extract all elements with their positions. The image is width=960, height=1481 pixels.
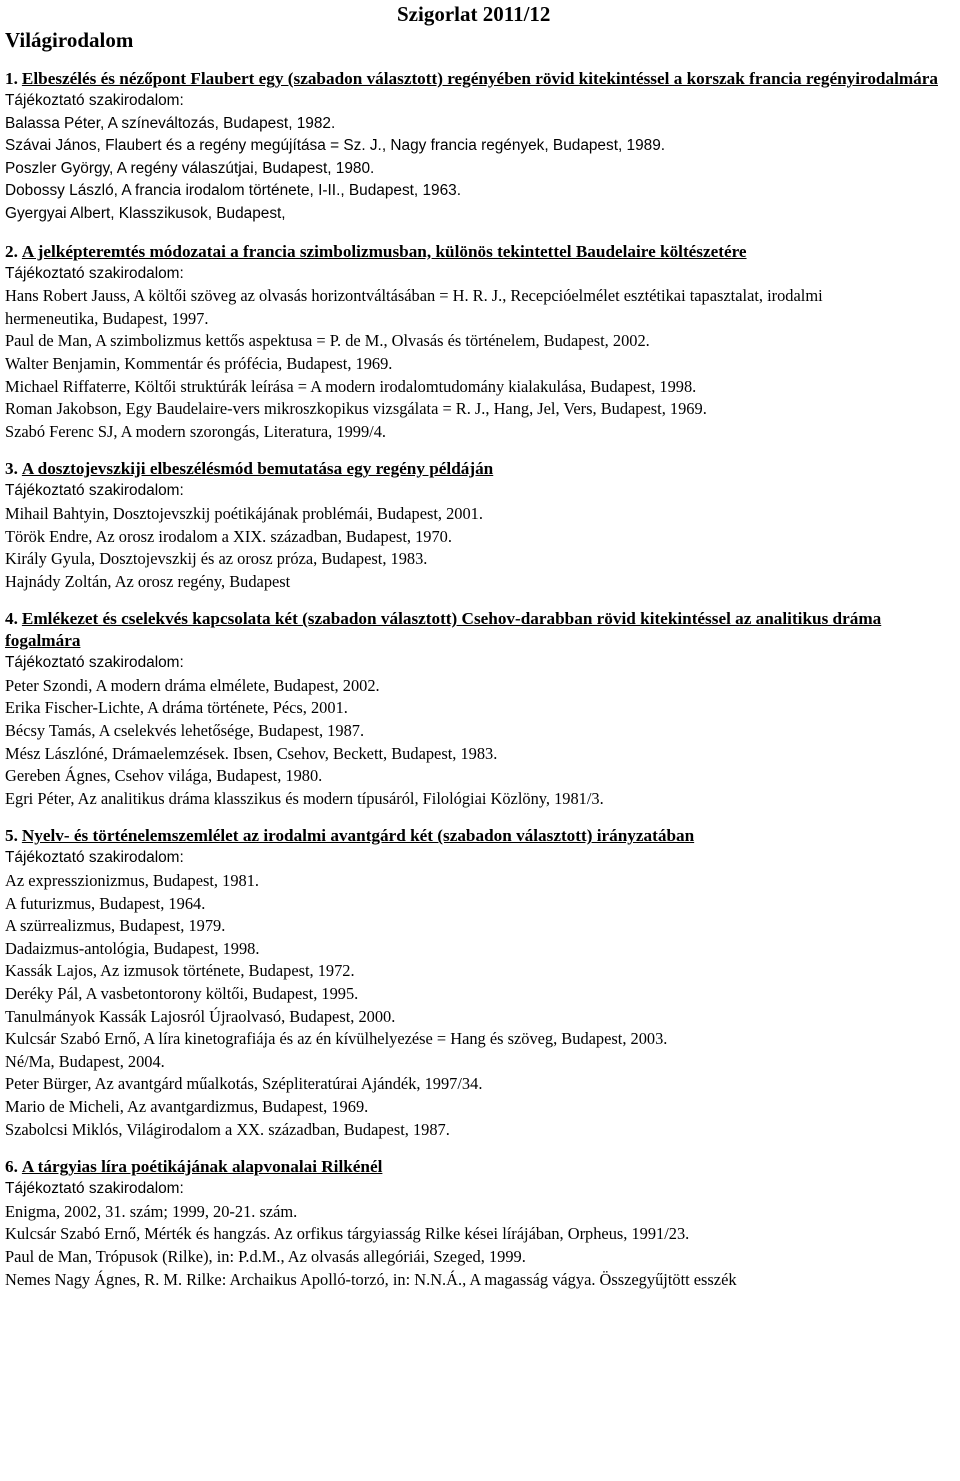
topic-number: 1. (5, 69, 18, 88)
reference-item: Kassák Lajos, Az izmusok története, Budapest, 1972. (5, 961, 355, 981)
topic-number: 6. (5, 1157, 18, 1177)
reference-item: A szürrealizmus, Budapest, 1979. (5, 916, 226, 936)
reference-item: Né/Ma, Budapest, 2004. (5, 1051, 165, 1071)
reference-item: Kulcsár Szabó Ernő, Mérték és hangzás. Az orfikus tárgyiasság Rilke kései lírájában, Orpheus, 1991/23. (5, 1224, 690, 1244)
reference-item: Szabolcsi Miklós, Világirodalom a XX. században, Budapest, 1987. (5, 1119, 450, 1139)
reference-item: Paul de Man, Trópusok (Rilke), in: P.d.M., Az olvasás allegóriái, Szeged, 1999. (5, 1246, 526, 1266)
reference-item: Peter Bürger, Az avantgárd műalkotás, Szépliteratúrai Ajándék, 1997/34. (5, 1074, 483, 1094)
reference-item: Erika Fischer-Lichte, A dráma története, Pécs, 2001. (5, 698, 348, 718)
topic-section-5 (5, 825, 955, 1141)
topic-title (5, 458, 955, 480)
reference-item: Tanulmányok Kassák Lajosról Újraolvasó, Budapest, 2000. (5, 1006, 396, 1026)
topic-title (5, 68, 955, 90)
reference-item: Mész Lászlóné, Drámaelemzések. Ibsen, Csehov, Beckett, Budapest, 1983. (5, 743, 498, 763)
literature-label: Tájékoztató szakirodalom: (5, 654, 184, 672)
reference-item: Mario de Micheli, Az avantgardizmus, Budapest, 1969. (5, 1096, 369, 1116)
topic-title-text: A dosztojevszkiji elbeszélésmód bemutatása egy regény példáján (21, 459, 494, 479)
literature-label: Tájékoztató szakirodalom: (5, 849, 184, 867)
topic-title-text: A tárgyias líra poétikájának alapvonalai Rilkénél (21, 1157, 383, 1177)
reference-item: Paul de Man, A szimbolizmus kettős aspektusa = P. de M., Olvasás és történelem, Budapest, 2002. (5, 331, 650, 351)
reference-item: A futurizmus, Budapest, 1964. (5, 893, 206, 913)
topic-number: 5. (5, 826, 18, 846)
reference-item: Poszler György, A regény válaszútjai, Budapest, 1980. (5, 159, 375, 177)
reference-item: Az expresszionizmus, Budapest, 1981. (5, 871, 260, 891)
topic-section-6 (5, 1156, 955, 1291)
topic-number: 3. (5, 459, 18, 479)
reference-item: Walter Benjamin, Kommentár és prófécia, Budapest, 1969. (5, 353, 393, 373)
reference-item: Dobossy László, A francia irodalom története, I-II., Budapest, 1963. (5, 182, 461, 200)
topic-title (5, 608, 955, 652)
topic-title-text: Emlékezet és cselekvés kapcsolata két (szabadon választott) Csehov-darabban rövid kitekintéssel az analitikus dráma fogalmára (5, 609, 882, 651)
reference-item: Mihail Bahtyin, Dosztojevszkij poétikájának problémái, Budapest, 2001. (5, 503, 483, 523)
reference-item: Gereben Ágnes, Csehov világa, Budapest, 1980. (5, 766, 323, 786)
topic-section-3 (5, 458, 955, 593)
literature-label: Tájékoztató szakirodalom: (5, 92, 184, 109)
literature-label: Tájékoztató szakirodalom: (5, 1180, 184, 1198)
reference-item: Nemes Nagy Ágnes, R. M. Rilke: Archaikus Apolló-torzó, in: N.N.Á., A magasság vágya. Összegyűjtött esszék (5, 1269, 737, 1289)
topic-title-text: A jelképteremtés módozatai a francia szimbolizmusban, különös tekintettel Baudelaire költészetére (21, 241, 747, 261)
reference-item: Szabó Ferenc SJ, A modern szorongás, Literatura, 1999/4. (5, 421, 387, 441)
reference-item: Király Gyula, Dosztojevszkij és az orosz próza, Budapest, 1983. (5, 549, 428, 569)
subject-title: Világirodalom (5, 28, 134, 52)
topic-section-2 (5, 241, 955, 444)
topic-title-text: Elbeszélés és nézőpont Flaubert egy (szabadon választott) regényében rövid kitekintéssel a korszak francia regényirodalmára (21, 69, 938, 88)
document-page (5, 0, 955, 1291)
reference-item: Peter Szondi, A modern dráma elmélete, Budapest, 2002. (5, 675, 380, 695)
reference-item: Szávai János, Flaubert és a regény megújítása = Sz. J., Nagy francia regények, Budapest, 1989. (5, 137, 666, 155)
reference-item: Gyergyai Albert, Klasszikusok, Budapest, (5, 204, 286, 222)
reference-item: Dadaizmus-antológia, Budapest, 1998. (5, 938, 260, 958)
topic-number: 2. (5, 241, 18, 261)
topic-number: 4. (5, 609, 18, 629)
topic-title (5, 825, 955, 847)
topic-section-4 (5, 608, 955, 810)
reference-item: Michael Riffaterre, Költői struktúrák leírása = A modern irodalomtudomány kialakulása, Budapest, 1998. (5, 376, 697, 396)
reference-item: Enigma, 2002, 31. szám; 1999, 20-21. szám. (5, 1201, 298, 1221)
reference-item: Bécsy Tamás, A cselekvés lehetősége, Budapest, 1987. (5, 721, 365, 741)
topic-title-text: Nyelv- és történelemszemlélet az irodalmi avantgárd két (szabadon választott) irányzatában (21, 826, 695, 846)
exam-title: Szigorlat 2011/12 (397, 2, 551, 26)
reference-item: Egri Péter, Az analitikus dráma klasszikus és modern típusáról, Filológiai Közlöny, 1981/3. (5, 788, 604, 808)
reference-item: Hans Robert Jauss, A költői szöveg az olvasás horizontváltásában = H. R. J., Recepcióelmélet esztétikai tapasztalat, irodalmi hermeneutika, Budapest, 1997. (5, 286, 823, 328)
literature-label: Tájékoztató szakirodalom: (5, 482, 184, 500)
reference-item: Balassa Péter, A színeváltozás, Budapest, 1982. (5, 114, 336, 132)
topic-title (5, 241, 955, 263)
reference-item: Roman Jakobson, Egy Baudelaire-vers mikroszkopikus vizsgálata = R. J., Hang, Jel, Vers, Budapest, 1969. (5, 399, 707, 419)
reference-item: Kulcsár Szabó Ernő, A líra kinetografiája és az én kívülhelyezése = Hang és szöveg, Budapest, 2003. (5, 1029, 668, 1049)
document-header (5, 0, 955, 68)
topic-title (5, 1156, 955, 1178)
reference-item: Török Endre, Az orosz irodalom a XIX. században, Budapest, 1970. (5, 526, 452, 546)
literature-label: Tájékoztató szakirodalom: (5, 264, 184, 282)
reference-item: Deréky Pál, A vasbetontorony költői, Budapest, 1995. (5, 984, 359, 1003)
topic-section-1 (5, 68, 955, 226)
reference-item: Hajnády Zoltán, Az orosz regény, Budapest (5, 571, 291, 591)
